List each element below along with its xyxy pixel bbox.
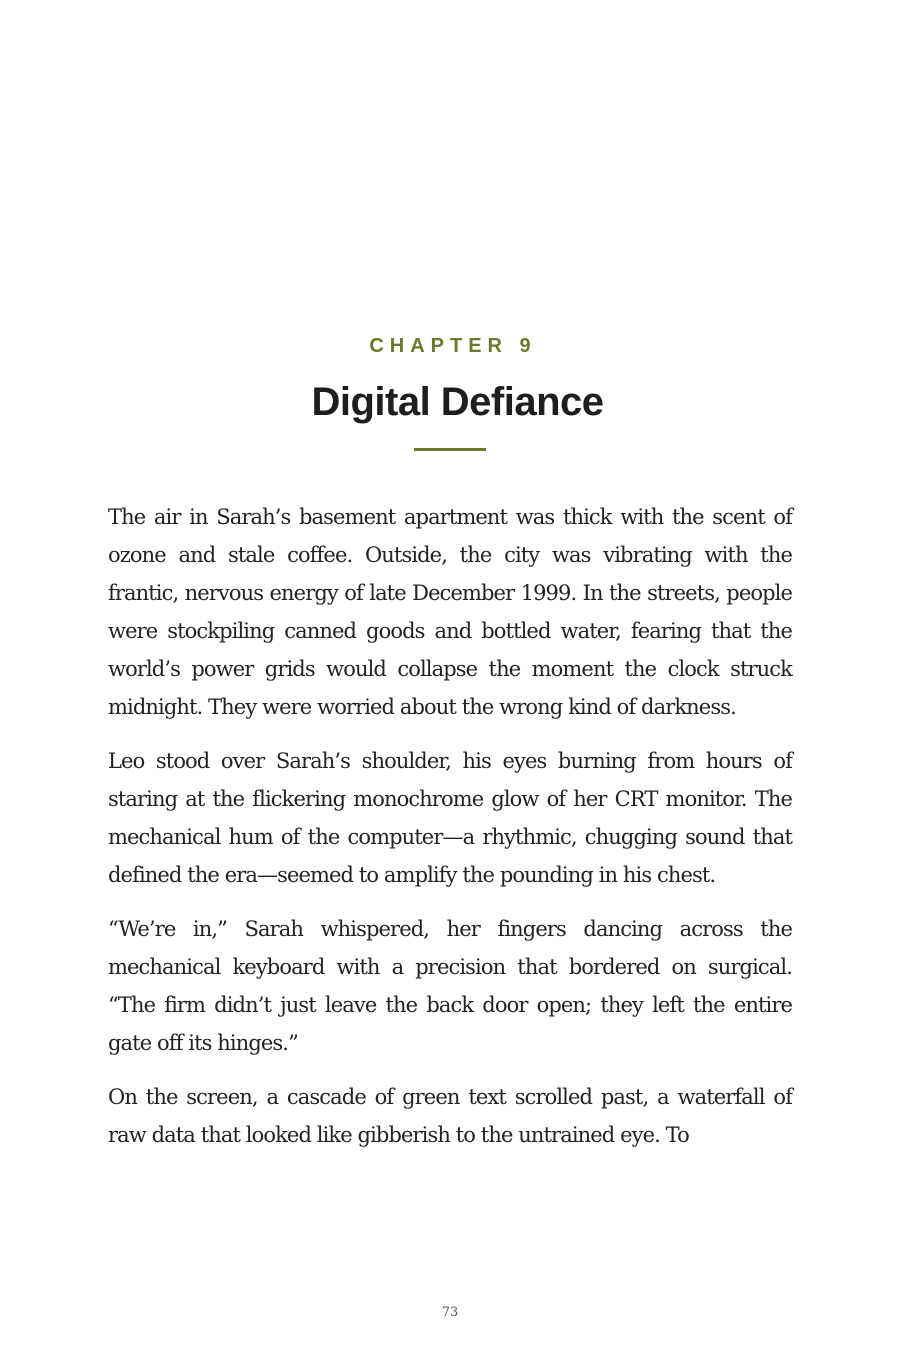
chapter-title: Digital Defiance (311, 380, 604, 424)
page-number: 73 (441, 1305, 459, 1320)
title-divider (414, 448, 486, 451)
paragraph: “We’re in,” Sarah whispered, her fingers dancing across the mechanical keyboard with a precision that bordered on surgical. “The firm didn’t just leave the back door open; they left the entire gate off its hinges.” (108, 917, 792, 1055)
chapter-label: CHAPTER 9 (369, 335, 537, 357)
chapter-body (108, 498, 792, 1170)
paragraph: Leo stood over Sarah’s shoulder, his eyes burning from hours of staring at the flickering monochrome glow of her CRT monitor. The mechanical hum of the computer—a rhythmic, chugging sound that defined the era—seemed to amplify the pounding in his chest. (108, 749, 792, 887)
paragraph: On the screen, a cascade of green text scrolled past, a waterfall of raw data that looked like gibberish to the untrained eye. To (108, 1085, 792, 1147)
paragraph: The air in Sarah’s basement apartment was thick with the scent of ozone and stale coffee. Outside, the city was vibrating with the frantic, nervous energy of late December 1999. In the streets, people were stockpiling canned goods and bottled water, fearing that the world’s power grids would collapse the moment the clock struck midnight. They were worried about the wrong kind of darkness. (108, 505, 792, 719)
